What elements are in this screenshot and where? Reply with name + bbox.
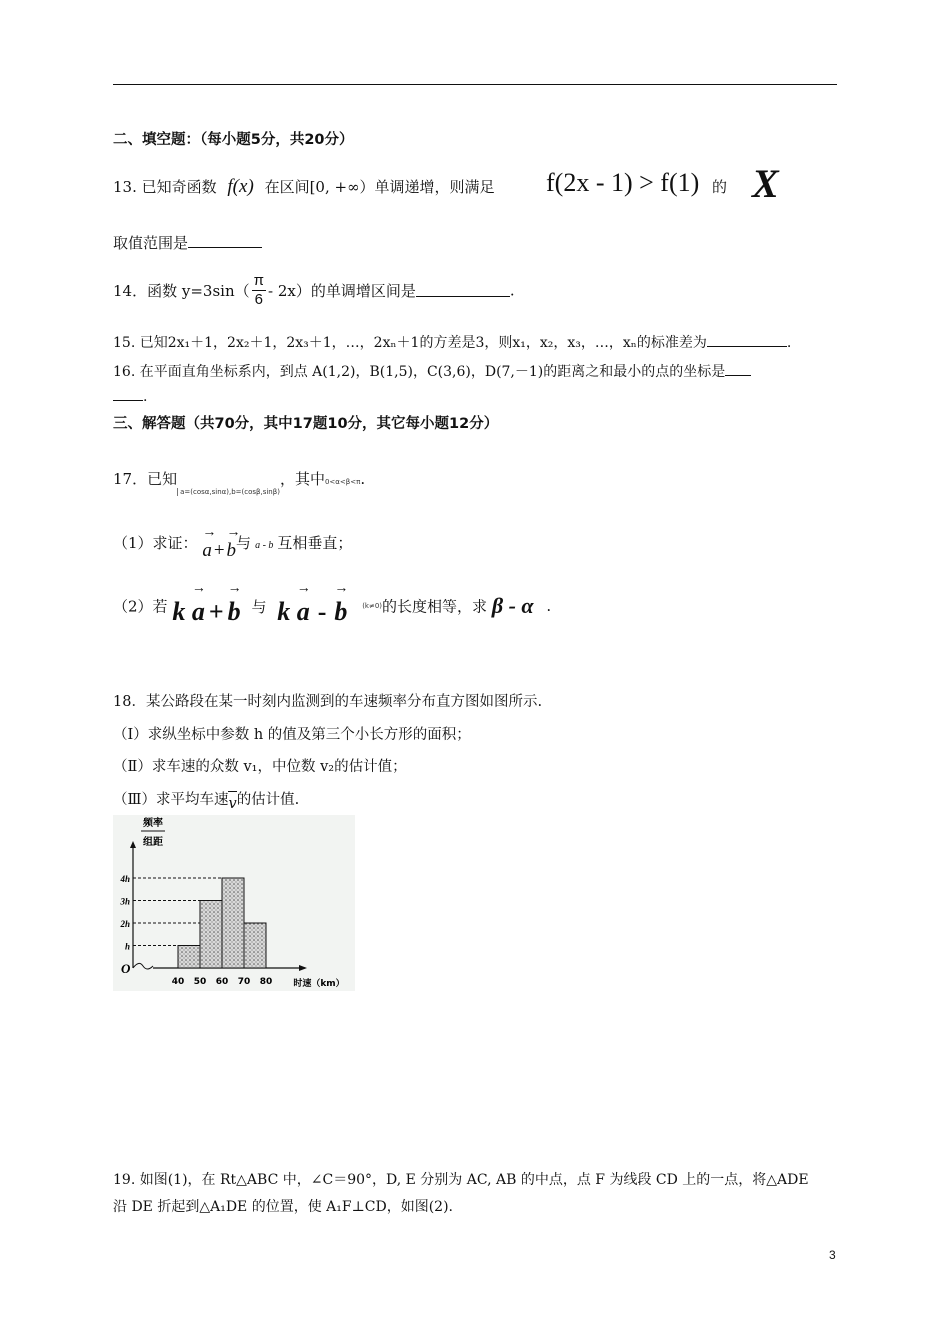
q14-eq: =3sin（ bbox=[190, 282, 250, 300]
q13-line2 bbox=[113, 232, 262, 253]
q17-part2-prefix: （2）若 bbox=[113, 597, 168, 616]
q17-mid: ，其中 bbox=[279, 470, 325, 488]
histogram-chart bbox=[113, 815, 355, 991]
q18-line2: （Ⅰ）求纵坐标中参数 h 的值及第三个小长方形的面积； bbox=[113, 727, 471, 743]
x-tick-label: 40 bbox=[171, 977, 185, 987]
q17-part2-small: (k≠0) bbox=[362, 602, 383, 610]
q13-answer-blank bbox=[188, 235, 262, 248]
q14-line bbox=[113, 272, 515, 316]
q17-part1-b: b bbox=[226, 540, 237, 561]
q17-part1-small: a - b bbox=[255, 540, 274, 551]
q14-suffix: 区间是 bbox=[370, 282, 416, 300]
q17-part2-b1: b bbox=[227, 597, 241, 626]
y-tick-label: h bbox=[124, 941, 130, 952]
q17-part1-expr bbox=[202, 525, 241, 561]
q18-line1: 18．某公路段在某一时刻内监测到的车速频率分布直方图如图所示. bbox=[113, 694, 543, 710]
q15-line bbox=[113, 332, 791, 352]
q17-part1-with: 与 bbox=[236, 534, 252, 552]
q15-text: 15. 已知2x₁＋1，2x₂＋1，2x₃＋1，…，2xₙ＋1的方差是3，则x₁，x₂，x₃，…，xₙ的标准差为 bbox=[113, 335, 707, 351]
q13-fx: f(x) bbox=[227, 176, 254, 197]
q13-line1 bbox=[113, 176, 495, 198]
page-number: 3 bbox=[829, 1248, 836, 1262]
q17-part2-vec-a2: → a bbox=[296, 581, 311, 626]
histogram-bar bbox=[178, 946, 200, 969]
q17-part2-vec-a1: → a bbox=[191, 581, 206, 626]
q16-end: . bbox=[143, 389, 148, 405]
q15-end: . bbox=[786, 335, 792, 351]
q15-answer-blank bbox=[707, 334, 787, 347]
q17-part2-a1: a bbox=[191, 597, 205, 626]
q17-part1-plus: + bbox=[213, 540, 225, 561]
q18-line4-suffix: 的估计值. bbox=[236, 792, 300, 808]
origin-label: O bbox=[121, 961, 131, 976]
q16-line1 bbox=[113, 361, 751, 381]
q17-part2-with: 与 bbox=[251, 597, 267, 616]
q17-part1-a: a bbox=[202, 540, 212, 561]
q13-inequality: f(2x - 1) > f(1) bbox=[546, 168, 700, 197]
q13-prefix: 13. 已知奇函数 bbox=[113, 178, 217, 196]
x-tick-label: 80 bbox=[259, 977, 273, 987]
q14-end: . bbox=[509, 281, 515, 300]
q17-prefix: 17．已知 bbox=[113, 470, 178, 488]
q19-line1: 19. 如图(1)，在 Rt△ABC 中，∠C＝90°，D, E 分别为 AC, AB 的中点，点 F 为线段 CD 上的一点，将△ADE bbox=[113, 1172, 809, 1188]
q17-part1-vec-a: → a bbox=[202, 525, 217, 561]
q14-prefix: 14．函数 y bbox=[113, 282, 191, 300]
q17-part2-b2: b bbox=[334, 597, 348, 626]
q13-interval-text: 在区间[0, +∞）单调递增，则满足 bbox=[264, 178, 495, 196]
section2-heading: 二、填空题：（每小题5分，共20分） bbox=[113, 132, 354, 148]
q17-part1-end: 互相垂直； bbox=[277, 534, 353, 552]
q17-part2-expr2 bbox=[277, 581, 349, 626]
section3-heading: 三、解答题（共70分，其中17题10分，其它每小题12分） bbox=[113, 416, 499, 432]
x-tick-label: 50 bbox=[193, 977, 207, 987]
q14-fraction bbox=[252, 272, 266, 309]
histogram-bar bbox=[200, 901, 222, 969]
q17-part2-minus: - bbox=[317, 597, 327, 626]
q17-line bbox=[113, 468, 365, 496]
x-tick-label: 70 bbox=[237, 977, 251, 987]
q17-condition: 0<α<β<π bbox=[324, 478, 361, 486]
y-tick-label: 2h bbox=[120, 919, 130, 929]
q13-suffix: 的 bbox=[712, 178, 728, 196]
q17-part2-beta-alpha: β - α bbox=[491, 593, 534, 618]
x-axis-label: 时速（km） bbox=[293, 979, 345, 989]
q17-end: . bbox=[360, 470, 366, 488]
q18-line4-v: v bbox=[228, 791, 236, 812]
q13-x-symbol: X bbox=[752, 161, 779, 206]
q14-frac-num: π bbox=[253, 272, 264, 289]
q17-part2-expr1 bbox=[172, 581, 242, 626]
q19-line2: 沿 DE 折起到△A₁DE 的位置，使 A₁F⊥CD，如图(2). bbox=[113, 1199, 453, 1215]
q14-answer-blank bbox=[416, 284, 510, 297]
q16-answer-blank-a bbox=[725, 363, 751, 376]
histogram-bar bbox=[244, 923, 266, 968]
histogram-bar bbox=[222, 878, 244, 968]
q16-line2 bbox=[113, 388, 147, 405]
q17-part2-end: . bbox=[546, 597, 552, 615]
q17-part2-vec-b1: → b bbox=[227, 581, 242, 626]
q17-part2-k2: k bbox=[277, 597, 291, 626]
q17-part2-vec-b2: → b bbox=[334, 581, 349, 626]
q17-part2-mid: 的长度相等，求 bbox=[382, 597, 488, 616]
y-axis-label-bottom: 组距 bbox=[143, 837, 163, 848]
y-axis-label-top: 频率 bbox=[143, 818, 163, 829]
q17-part1 bbox=[113, 525, 353, 561]
y-tick-label: 3h bbox=[120, 896, 130, 907]
q16-answer-blank-b bbox=[113, 388, 143, 401]
q17-part2 bbox=[113, 581, 552, 626]
q13-line2-text: 取值范围是 bbox=[113, 234, 189, 252]
q14-frac-den: 6 bbox=[254, 291, 263, 308]
q17-part1-prefix: （1）求证： bbox=[113, 534, 198, 552]
q14-after-frac: - 2x）的单调增 bbox=[267, 282, 371, 300]
q17-part2-plus: + bbox=[208, 597, 224, 626]
q17-part1-vec-b: → b bbox=[226, 525, 241, 561]
q18-line4-prefix: （Ⅲ）求平均车速 bbox=[113, 792, 229, 808]
header-rule bbox=[113, 84, 837, 85]
q18-line3: （Ⅱ）求车速的众数 v₁，中位数 v₂的估计值； bbox=[113, 759, 407, 775]
q17-part2-a2: a bbox=[296, 597, 310, 626]
q18-line4 bbox=[113, 787, 300, 812]
y-tick-label: 4h bbox=[120, 874, 130, 884]
q17-vectors-expr: a=(cosα,sinα),b=(cosβ,sinβ) bbox=[177, 488, 280, 496]
q16-text: 16. 在平面直角坐标系内，到点 A(1,2)，B(1,5)，C(3,6)，D(7,－1)的距离之和最小的点的坐标是 bbox=[113, 364, 726, 380]
x-tick-label: 60 bbox=[215, 977, 229, 987]
q17-part2-k1: k bbox=[172, 597, 186, 626]
